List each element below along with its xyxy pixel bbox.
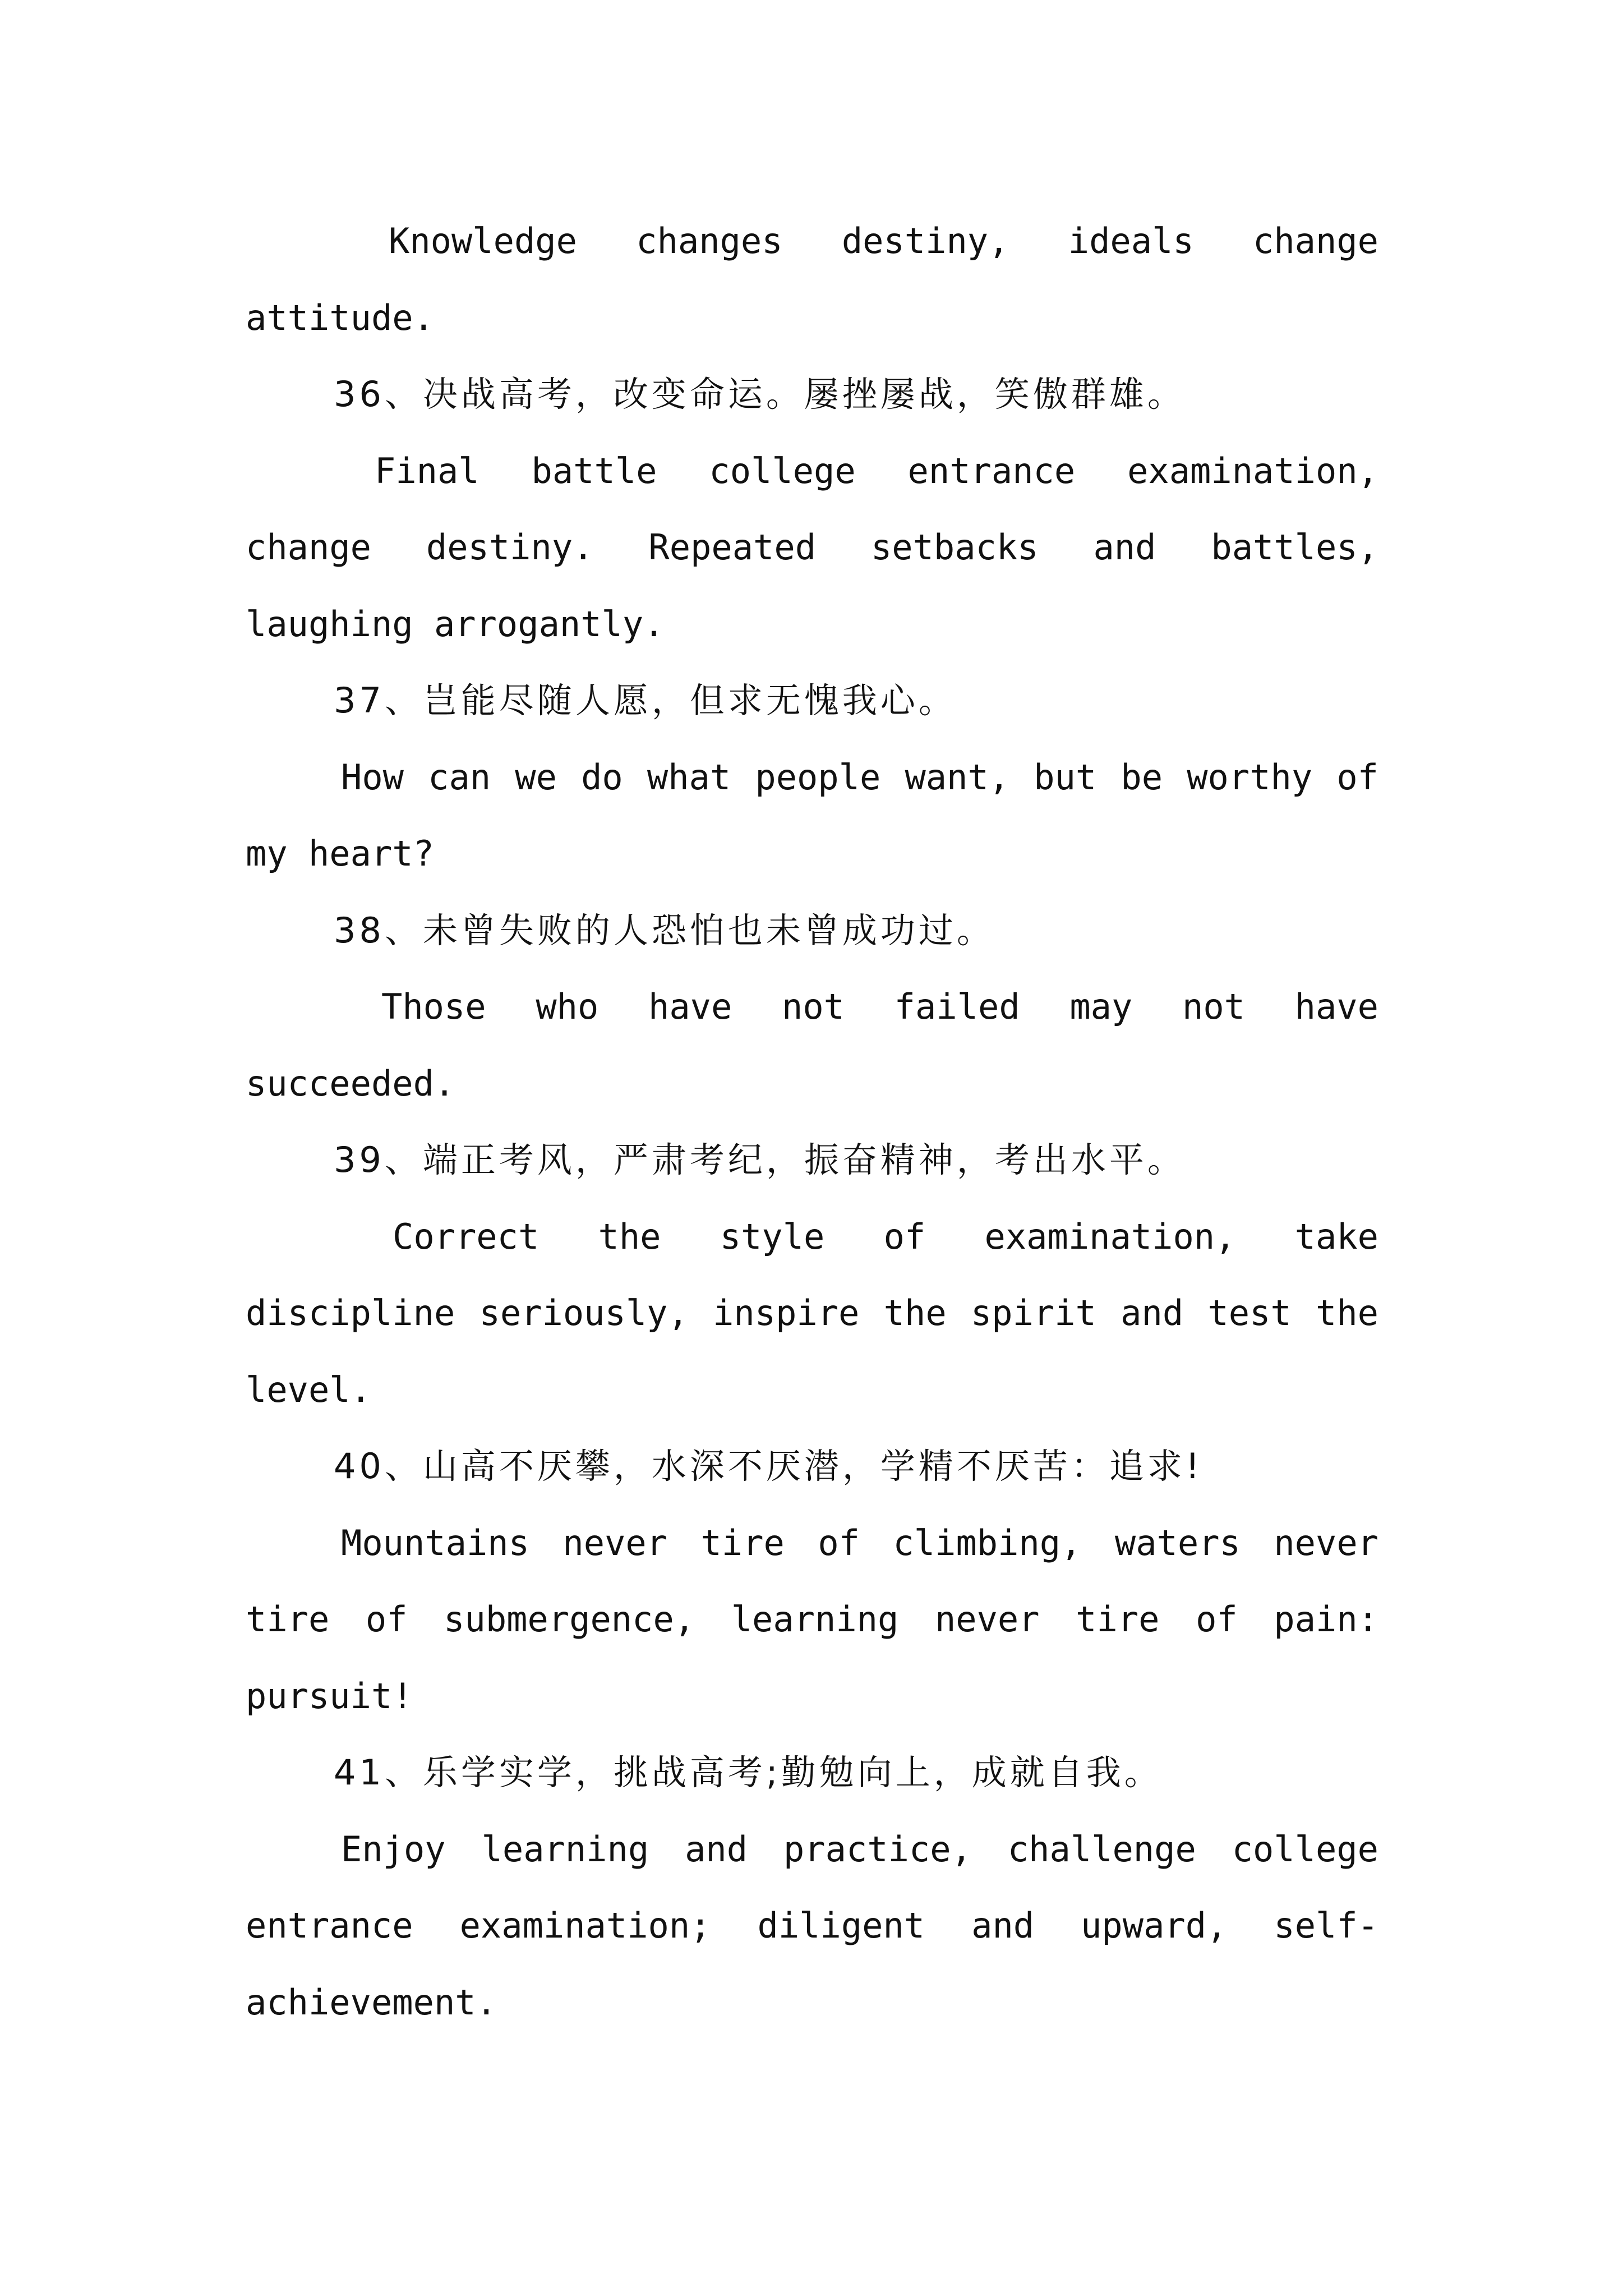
paragraph-english: Mountains never tire of climbing, waters never tire of submergence, learning never tire of pain: pursuit! [246,1522,1378,1717]
paragraph-english: Final battle college entrance examination, change destiny. Repeated setbacks and battles, laughing arrogantly. [246,450,1378,645]
paragraph-english: Enjoy learning and practice, challenge college entrance examination; diligent and upward, self-achievement. [246,1828,1378,2023]
paragraph-chinese: 37、岂能尽随人愿，但求无愧我心。 [334,680,957,721]
document-body [246,203,1378,2041]
paragraph-chinese: 40、山高不厌攀，水深不厌潜，学精不厌苦：追求! [334,1446,1203,1487]
paragraph-english: Correct the style of examination, take discipline seriously, inspire the spirit and test the level. [246,1216,1378,1410]
paragraph-chinese: 36、决战高考，改变命运。屡挫屡战，笑傲群雄。 [334,374,1186,415]
paragraph-english: Those who have not failed may not have succeeded. [246,986,1378,1104]
paragraph-english: Knowledge changes destiny, ideals change attitude. [246,220,1378,338]
paragraph-english: How can we do what people want, but be worthy of my heart? [246,756,1378,874]
paragraph-chinese: 38、未曾失败的人恐怕也未曾成功过。 [334,909,995,951]
paragraph-chinese: 39、端正考风，严肃考纪，振奋精神，考出水平。 [334,1139,1186,1180]
paragraph-chinese: 41、乐学实学，挑战高考;勤勉向上，成就自我。 [334,1752,1163,1793]
